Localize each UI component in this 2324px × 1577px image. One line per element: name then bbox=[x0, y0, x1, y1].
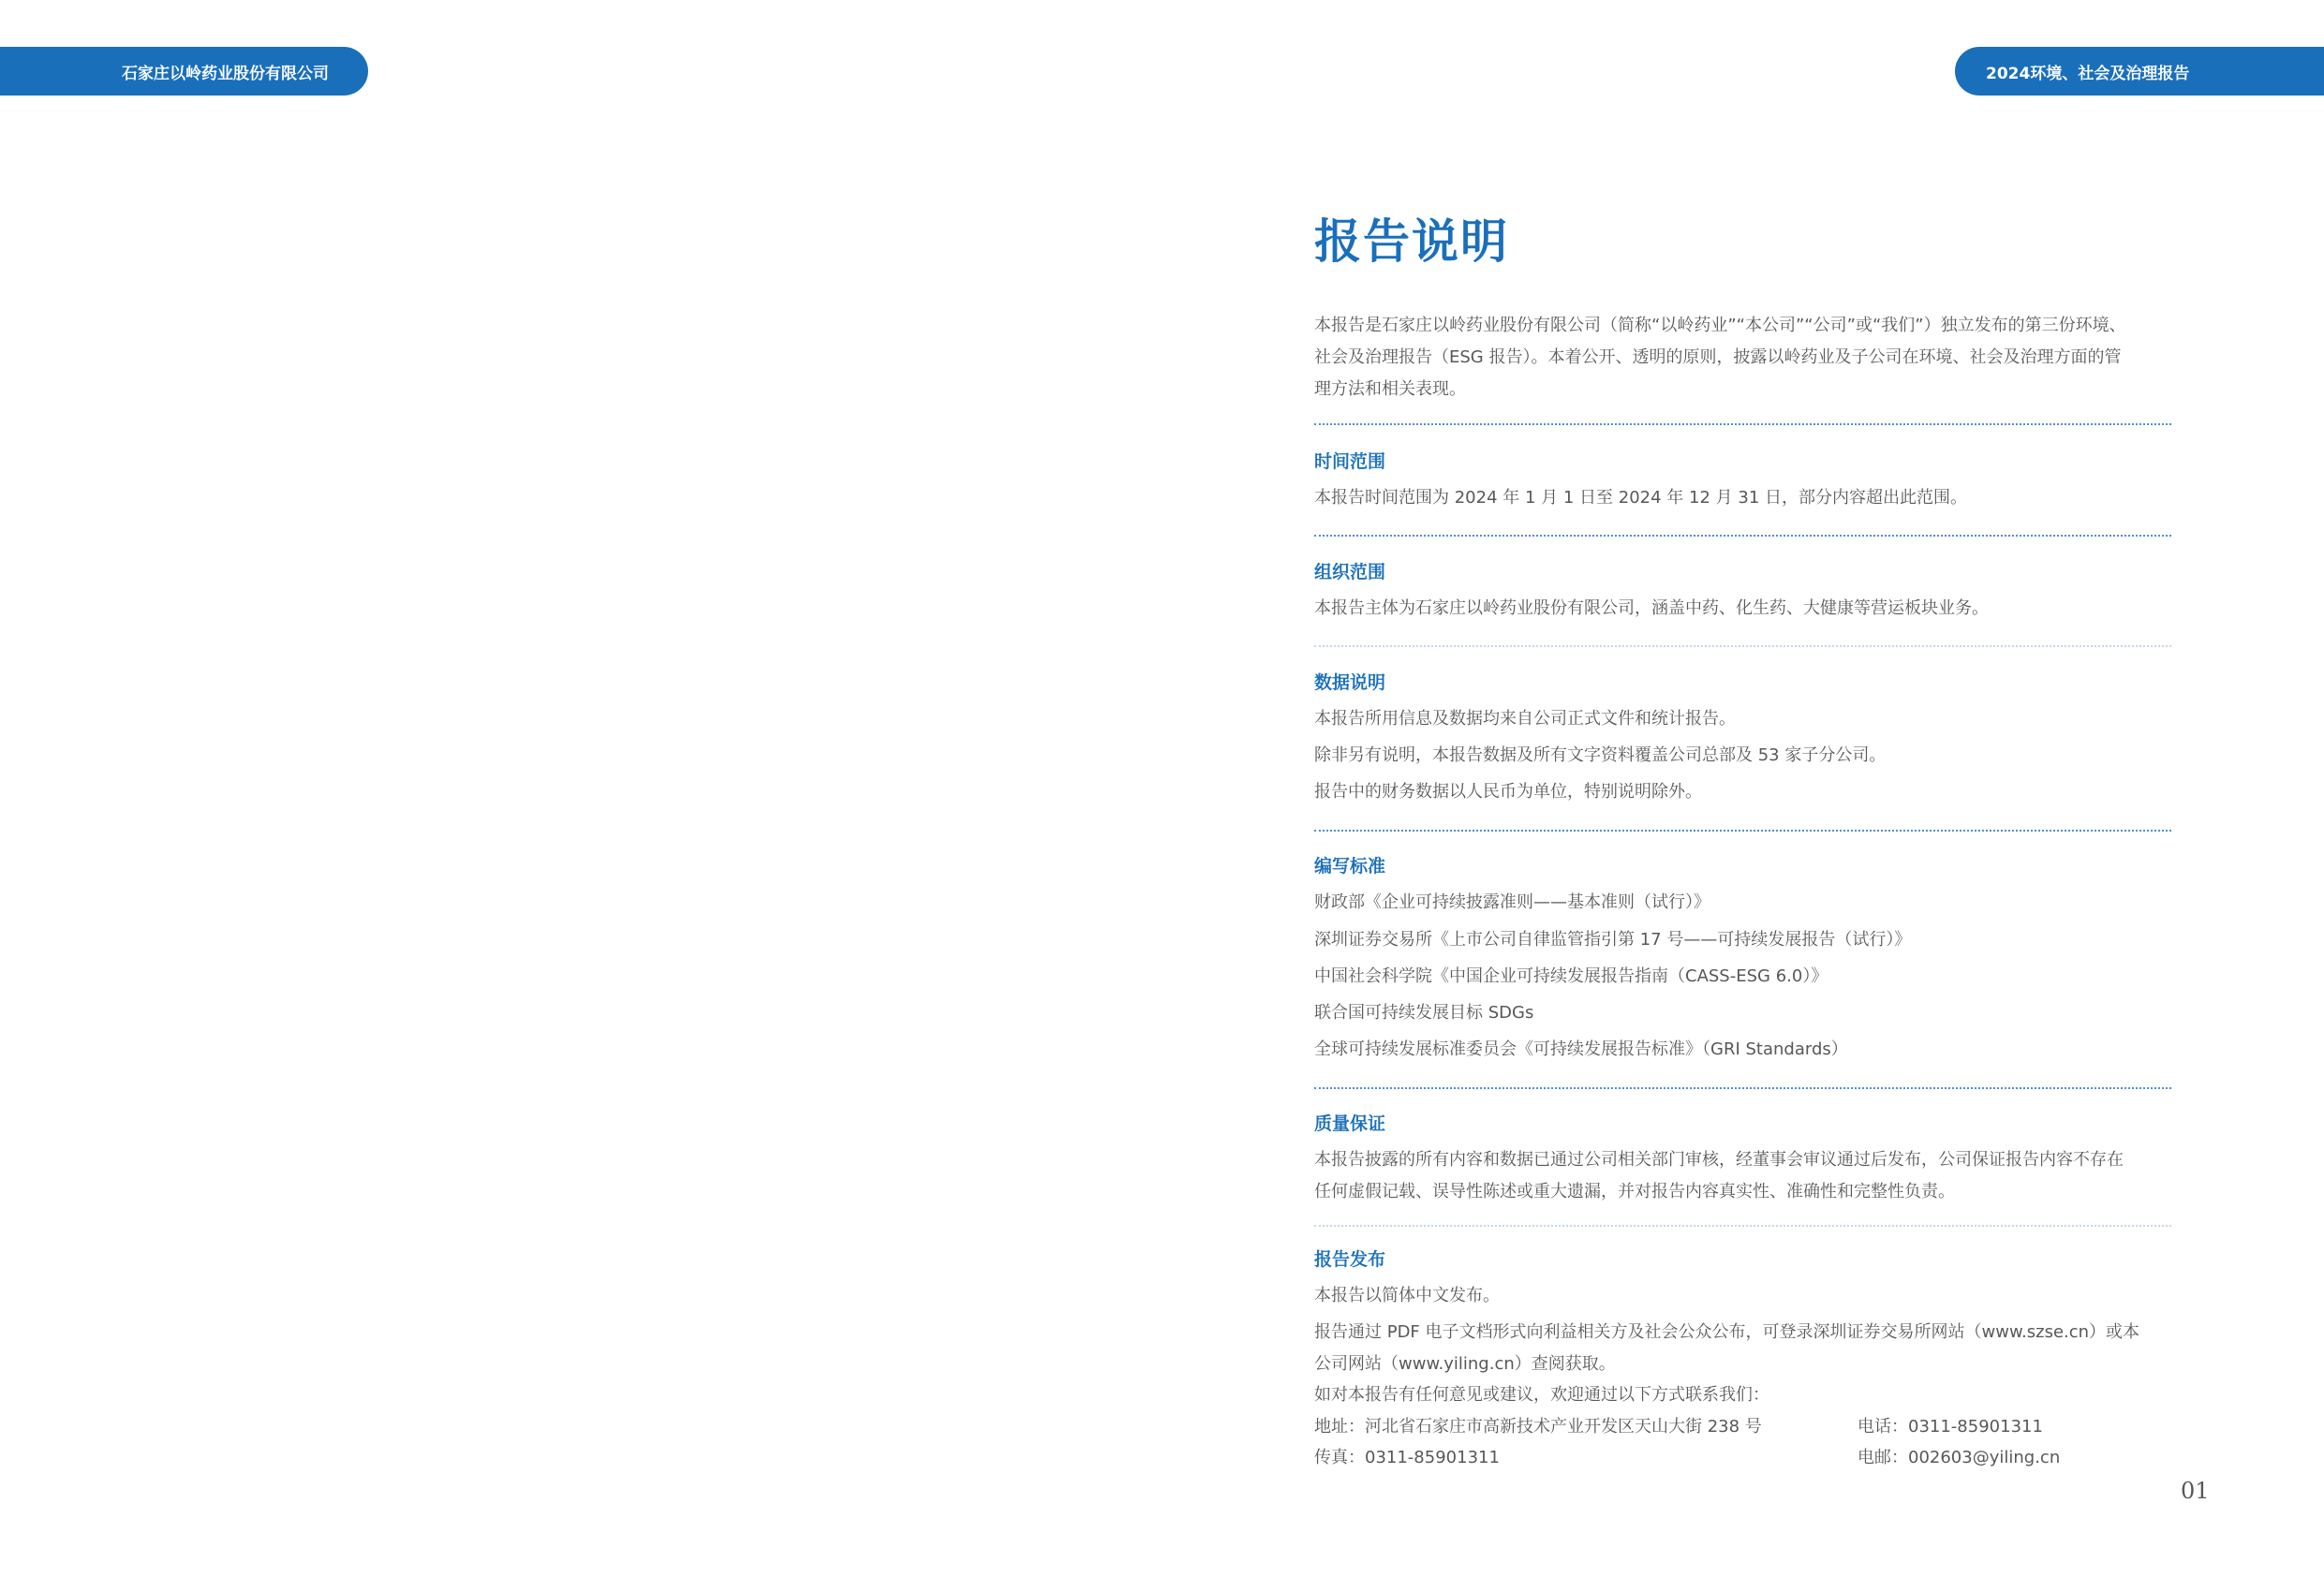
section-divider bbox=[1314, 423, 2171, 425]
section-divider bbox=[1314, 535, 2171, 537]
standards-line: 全球可持续发展标准委员会《可持续发展报告标准》（GRI Standards） bbox=[1314, 1039, 1848, 1059]
contact-fax: 传真：0311-85901311 bbox=[1314, 1448, 1500, 1467]
section-divider bbox=[1314, 1225, 2171, 1227]
data-line: 报告中的财务数据以人民币为单位，特别说明除外。 bbox=[1314, 782, 1702, 802]
release-line: 报告通过 PDF 电子文档形式向利益相关方及社会公众公布，可登录深圳证券交易所网站（www.szse.cn）或本 bbox=[1314, 1322, 2140, 1342]
intro-line: 本报告是石家庄以岭药业股份有限公司（简称“以岭药业”“本公司”“公司”或“我们”）独立发布的第三份环境、 bbox=[1314, 316, 2126, 335]
section-heading-quality: 质量保证 bbox=[1314, 1113, 1386, 1134]
standards-line: 深圳证券交易所《上市公司自律监管指引第 17 号——可持续发展报告（试行）》 bbox=[1314, 930, 1912, 950]
section-heading-org: 组织范围 bbox=[1314, 562, 1386, 582]
standards-line: 联合国可持续发展目标 SDGs bbox=[1314, 1003, 1534, 1023]
org-line: 本报告主体为石家庄以岭药业股份有限公司，涵盖中药、化生药、大健康等营运板块业务。 bbox=[1314, 598, 1989, 618]
intro-line: 理方法和相关表现。 bbox=[1314, 379, 1466, 399]
standards-line: 财政部《企业可持续披露准则——基本准则（试行）》 bbox=[1314, 892, 1710, 912]
company-header-tab bbox=[0, 47, 368, 96]
section-divider bbox=[1314, 1087, 2171, 1089]
data-line: 本报告所用信息及数据均来自公司正式文件和统计报告。 bbox=[1314, 709, 1736, 729]
release-line: 本报告以简体中文发布。 bbox=[1314, 1286, 1500, 1305]
section-heading-time: 时间范围 bbox=[1314, 451, 1386, 472]
time-line: 本报告时间范围为 2024 年 1 月 1 日至 2024 年 12 月 31 日，部分内容超出此范围。 bbox=[1314, 488, 1967, 508]
page-title: 报告说明 bbox=[1314, 214, 1509, 269]
quality-line: 本报告披露的所有内容和数据已通过公司相关部门审核，经董事会审议通过后发布，公司保证报告内容不存在 bbox=[1314, 1150, 2124, 1170]
contact-phone: 电话：0311-85901311 bbox=[1858, 1417, 2043, 1437]
standards-line: 中国社会科学院《中国企业可持续发展报告指南（CASS-ESG 6.0）》 bbox=[1314, 966, 1828, 986]
contact-email: 电邮：002603@yiling.cn bbox=[1858, 1448, 2061, 1467]
release-line: 公司网站（www.yiling.cn）查阅获取。 bbox=[1314, 1354, 1616, 1374]
data-line: 除非另有说明，本报告数据及所有文字资料覆盖公司总部及 53 家子分公司。 bbox=[1314, 745, 1887, 765]
release-line: 如对本报告有任何意见或建议，欢迎通过以下方式联系我们： bbox=[1314, 1385, 1769, 1405]
section-divider bbox=[1314, 645, 2171, 647]
section-divider bbox=[1314, 830, 2171, 832]
company-name: 石家庄以岭药业股份有限公司 bbox=[122, 65, 329, 83]
section-heading-data: 数据说明 bbox=[1314, 672, 1386, 693]
intro-line: 社会及治理报告（ESG 报告）。本着公开、透明的原则，披露以岭药业及子公司在环境、社会及治理方面的管 bbox=[1314, 347, 2122, 367]
section-heading-standards: 编写标准 bbox=[1314, 856, 1386, 877]
section-heading-release: 报告发布 bbox=[1314, 1249, 1386, 1270]
report-name: 2024环境、社会及治理报告 bbox=[1986, 65, 2190, 83]
contact-address: 地址：河北省石家庄市高新技术产业开发区天山大街 238 号 bbox=[1314, 1417, 1762, 1437]
page-number: 01 bbox=[2181, 1478, 2210, 1504]
report-header-tab bbox=[1955, 47, 2324, 96]
quality-line: 任何虚假记载、误导性陈述或重大遗漏，并对报告内容真实性、准确性和完整性负责。 bbox=[1314, 1182, 1955, 1201]
